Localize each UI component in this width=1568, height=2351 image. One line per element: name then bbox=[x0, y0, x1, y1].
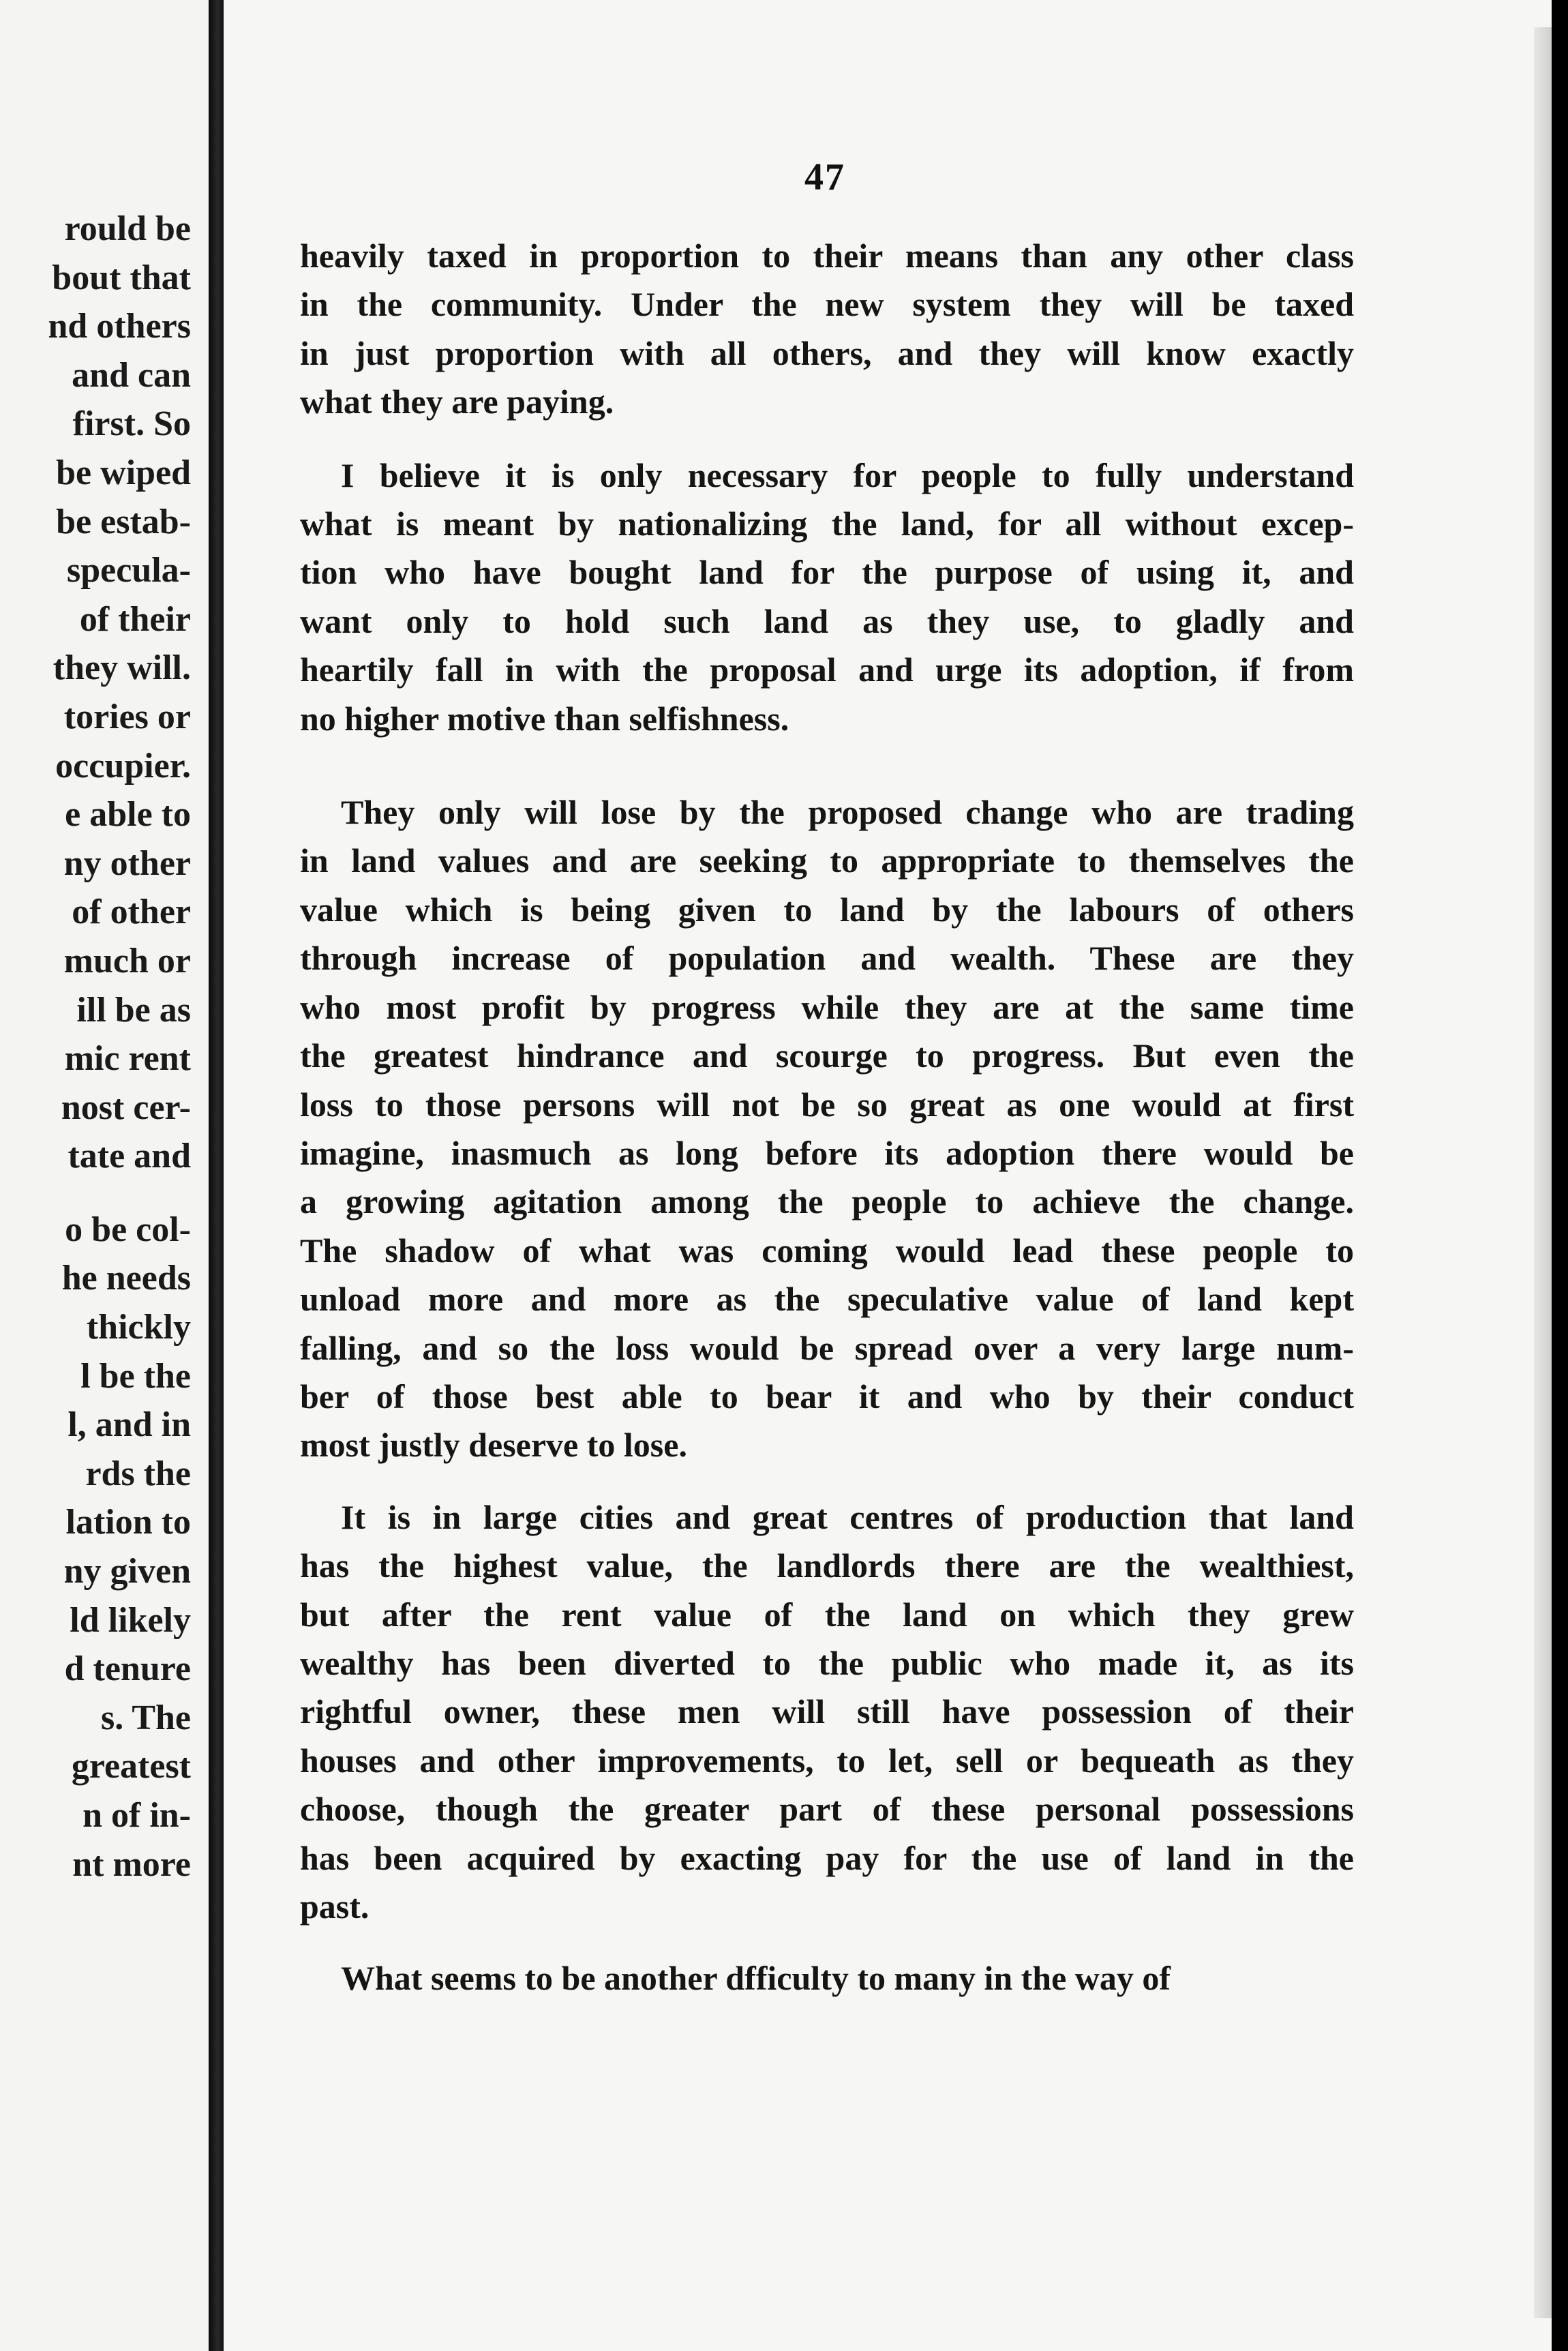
text-line: imagine, inasmuch as long before its adoption there would be bbox=[300, 1133, 1354, 1172]
text-line: in land values and are seeking to appropriate to themselves the bbox=[300, 841, 1354, 880]
text-line: want only to hold such land as they use, to gladly and bbox=[300, 601, 1354, 640]
text-line: value which is being given to land by the labours of others bbox=[300, 890, 1354, 929]
text-line: loss to those persons will not be so great as one would at first bbox=[300, 1085, 1354, 1124]
text-line: They only will lose by the proposed change who are trading bbox=[341, 793, 1354, 832]
paragraph bbox=[300, 232, 1354, 427]
text-line: a growing agitation among the people to achieve the change. bbox=[300, 1182, 1354, 1221]
facing-page-line: he needs bbox=[61, 1259, 191, 1298]
facing-page-line: first. So bbox=[72, 404, 191, 444]
paragraph bbox=[300, 788, 1354, 1470]
facing-page-line: of other bbox=[72, 893, 191, 932]
text-line: wealthy has been diverted to the public who made it, as its bbox=[300, 1643, 1354, 1682]
text-line: in the community. Under the new system they will be taxed bbox=[300, 285, 1354, 324]
text-line: houses and other improvements, to let, sell or bequeath as they bbox=[300, 1741, 1354, 1780]
text-line: no higher motive than selfishness. bbox=[300, 699, 789, 738]
paragraph bbox=[300, 1493, 1354, 1932]
facing-page-line: mic rent bbox=[64, 1039, 191, 1079]
text-line: has the highest value, the landlords there are the wealthiest, bbox=[300, 1546, 1354, 1585]
page-number: 47 bbox=[804, 156, 845, 198]
page-edge bbox=[1534, 27, 1552, 2318]
facing-page-line: s. The bbox=[101, 1698, 191, 1737]
facing-page-line: nt more bbox=[72, 1844, 191, 1884]
facing-page-line: ill be as bbox=[76, 990, 191, 1030]
facing-page-line: tate and bbox=[67, 1137, 191, 1176]
facing-page-line: ld likely bbox=[70, 1600, 191, 1640]
facing-page-line bbox=[0, 1181, 191, 1206]
text-line: in just proportion with all others, and they will know exactly bbox=[300, 333, 1354, 372]
text-line: It is in large cities and great centres of production that land bbox=[341, 1497, 1354, 1536]
facing-page-line: d tenure bbox=[64, 1649, 191, 1689]
facing-page-line: n of in- bbox=[82, 1796, 191, 1835]
facing-page-line: e able to bbox=[65, 795, 191, 835]
facing-page-line: ny given bbox=[63, 1552, 191, 1591]
text-line: what they are paying. bbox=[300, 383, 614, 421]
facing-page-line: ny other bbox=[63, 843, 191, 883]
facing-page-line: bout that bbox=[52, 258, 191, 297]
page-body bbox=[300, 232, 1354, 2003]
facing-page-line: specula- bbox=[67, 551, 191, 590]
facing-page-line: nd others bbox=[48, 307, 191, 346]
paragraph bbox=[300, 451, 1354, 743]
text-line: the greatest hindrance and scourge to progress. But even the bbox=[300, 1036, 1354, 1075]
facing-page-line: and can bbox=[72, 355, 191, 395]
text-line: I believe it is only necessary for people to fully understand bbox=[341, 455, 1354, 494]
book-gutter bbox=[209, 0, 224, 2351]
paragraph bbox=[300, 1954, 1354, 2003]
facing-page bbox=[0, 0, 209, 2351]
facing-page-line: occupier. bbox=[55, 746, 191, 785]
text-line: who most profit by progress while they are at the same time bbox=[300, 987, 1354, 1026]
facing-page-line: rould be bbox=[64, 209, 191, 248]
facing-page-line: be estab- bbox=[56, 502, 191, 541]
text-line: most justly deserve to lose. bbox=[300, 1426, 687, 1465]
text-line: past. bbox=[300, 1887, 370, 1926]
facing-page-line: greatest bbox=[71, 1747, 191, 1786]
facing-page-line: thickly bbox=[86, 1308, 191, 1347]
text-line: has been acquired by exacting pay for the use of land in the bbox=[300, 1838, 1354, 1877]
text-line: falling, and so the loss would be spread over a very large num- bbox=[300, 1328, 1354, 1367]
text-line: heartily fall in with the proposal and urge its adoption, if from bbox=[300, 650, 1354, 689]
facing-page-line: lation to bbox=[65, 1503, 191, 1542]
text-line: through increase of population and wealth. These are they bbox=[300, 939, 1354, 978]
facing-page-line: o be col- bbox=[65, 1210, 191, 1249]
text-line: rightful owner, these men will still have possession of their bbox=[300, 1692, 1354, 1731]
facing-page-line: nost cer- bbox=[61, 1088, 191, 1127]
text-line: tion who have bought land for the purpose of using it, and bbox=[300, 553, 1354, 592]
text-line: unload more and more as the speculative value of land kept bbox=[300, 1280, 1354, 1319]
facing-page-line: much or bbox=[63, 941, 191, 980]
text-line: What seems to be another dfficulty to many in the way of bbox=[341, 1959, 1171, 1998]
facing-page-line: tories or bbox=[63, 697, 191, 736]
text-line: ber of those best able to bear it and who by their conduct bbox=[300, 1377, 1354, 1416]
text-line: The shadow of what was coming would lead these people to bbox=[300, 1231, 1354, 1270]
facing-page-line: l, and in bbox=[67, 1405, 191, 1445]
facing-page-line: be wiped bbox=[56, 453, 191, 492]
text-line: but after the rent value of the land on which they grew bbox=[300, 1595, 1354, 1634]
text-line: what is meant by nationalizing the land, for all without excep- bbox=[300, 505, 1354, 543]
facing-page-line: l be the bbox=[80, 1356, 191, 1396]
facing-page-text bbox=[0, 205, 191, 1889]
facing-page-line: of their bbox=[79, 599, 191, 639]
text-line: choose, though the greater part of these personal possessions bbox=[300, 1790, 1354, 1829]
facing-page-line: they will. bbox=[52, 648, 191, 688]
text-line: heavily taxed in proportion to their means than any other class bbox=[300, 237, 1354, 275]
facing-page-line: rds the bbox=[85, 1454, 191, 1493]
